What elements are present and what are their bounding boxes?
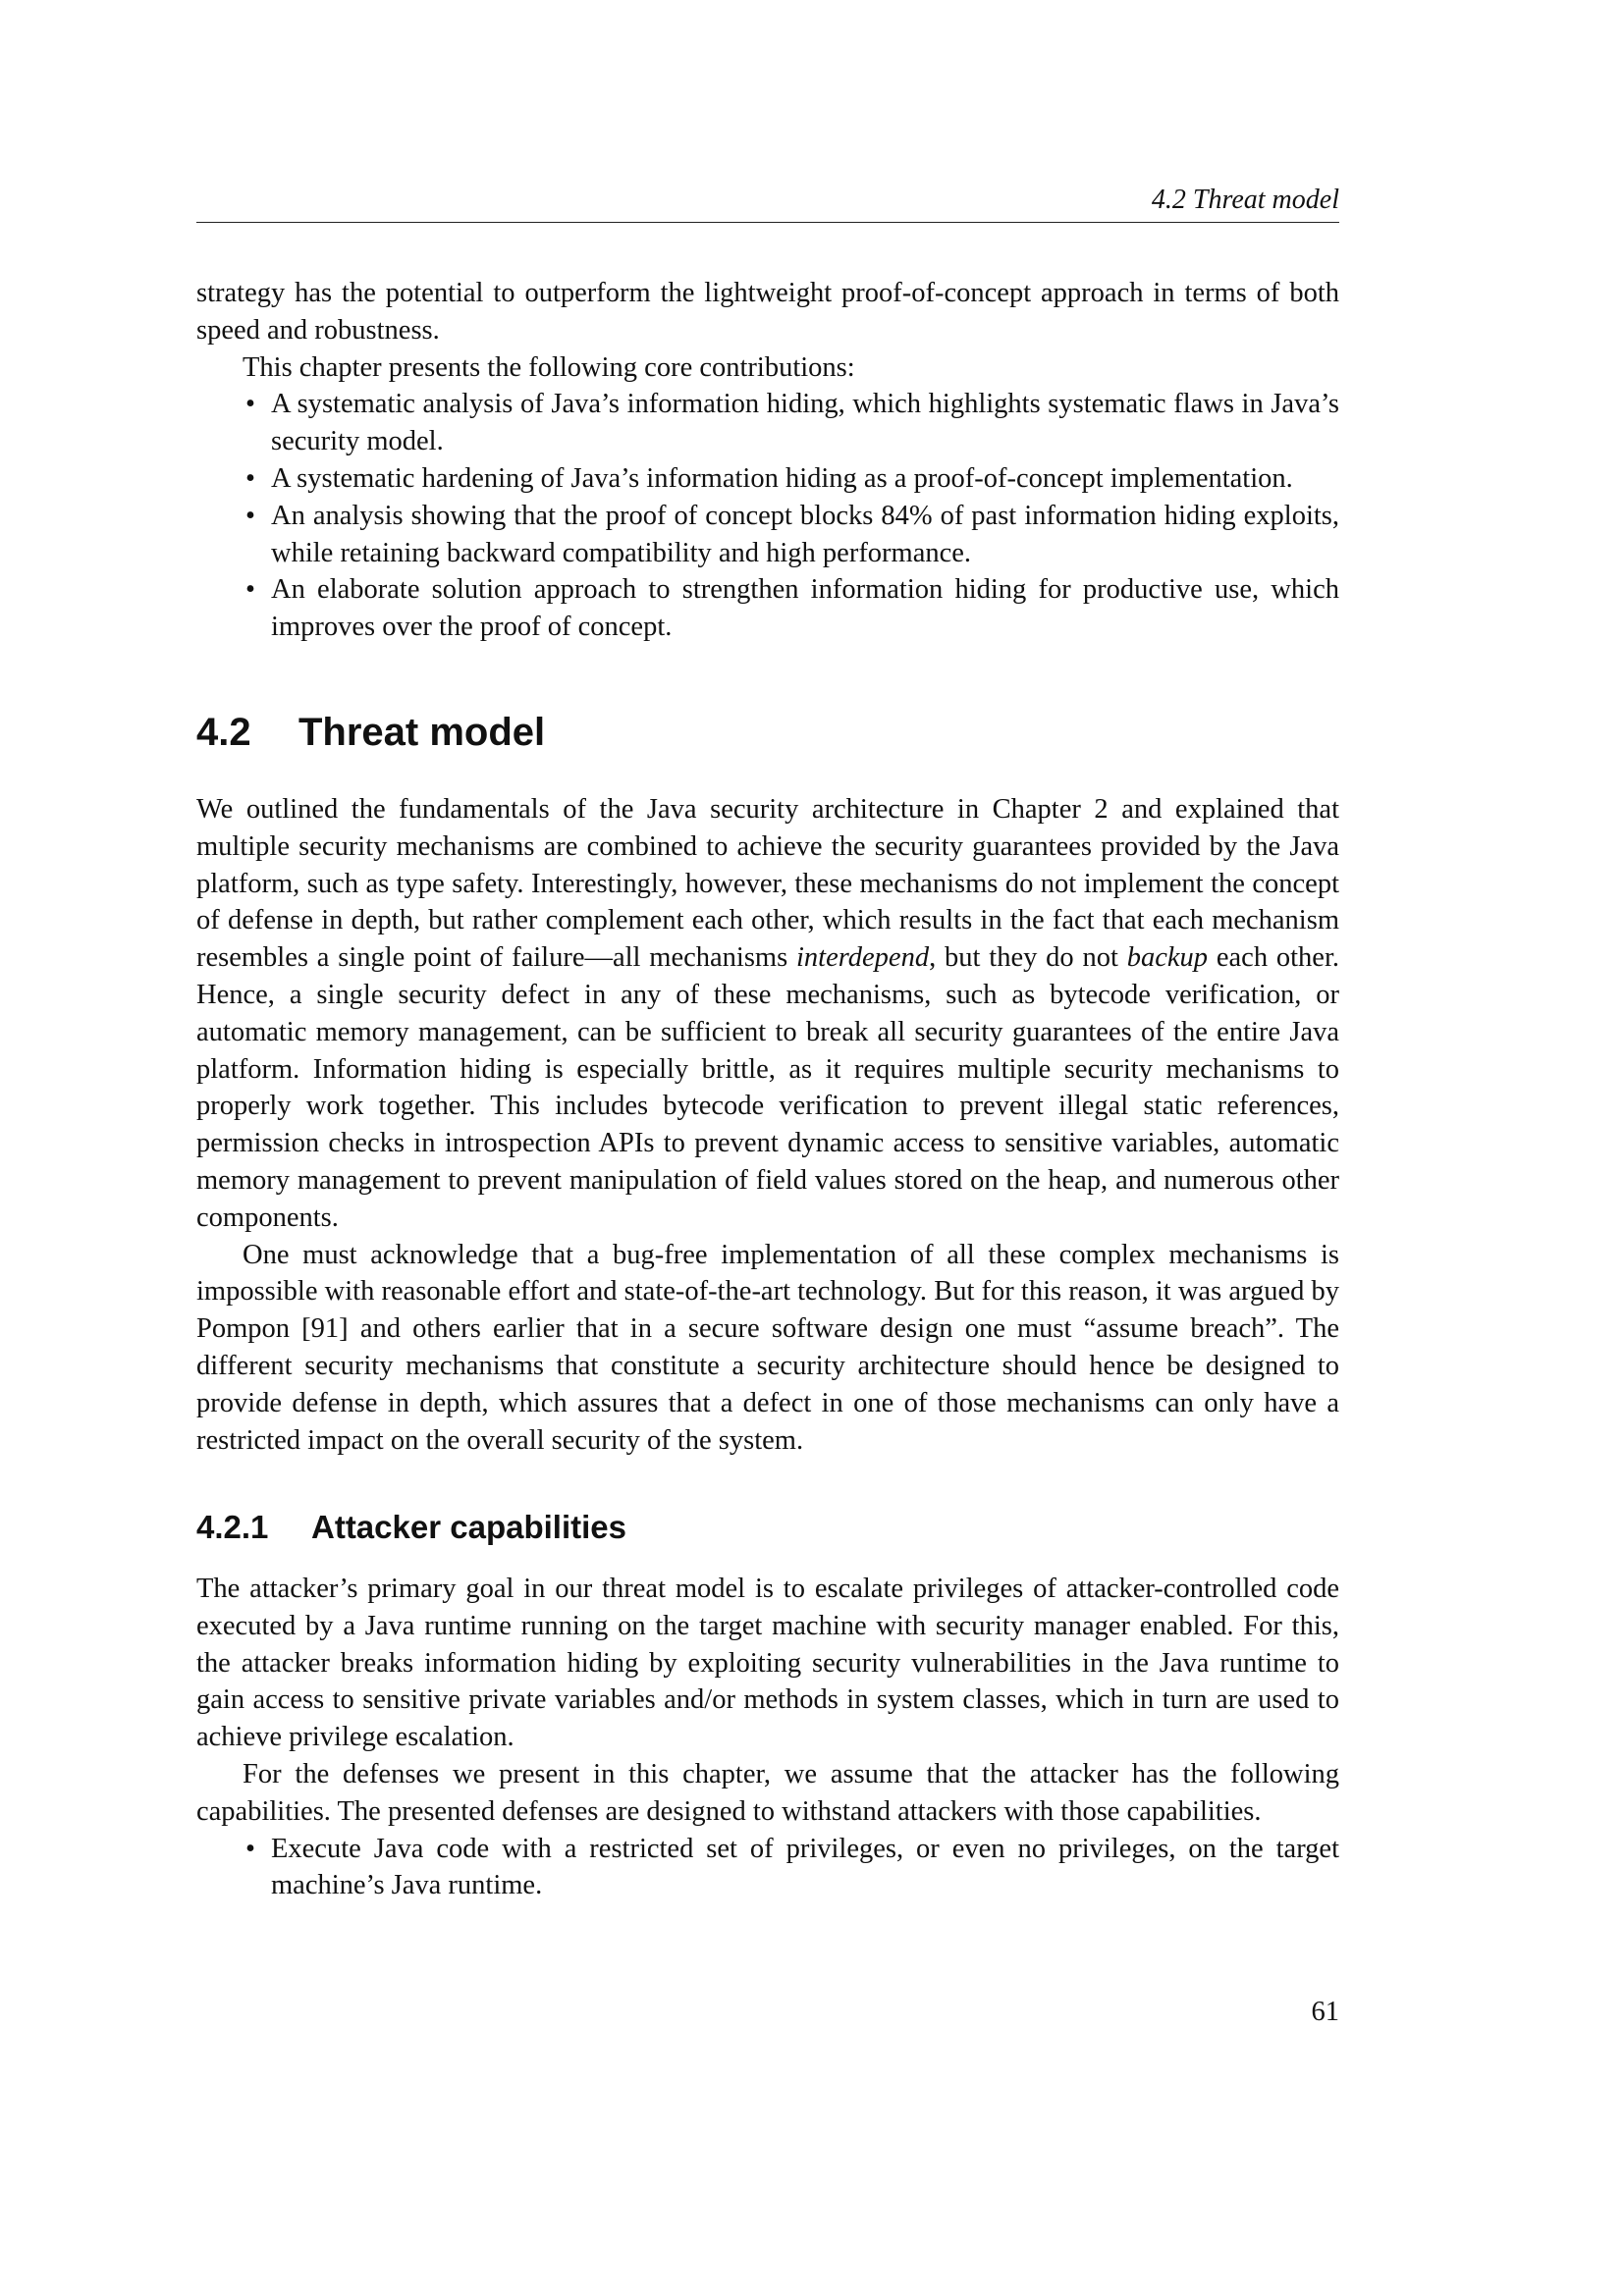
subsection-heading: [196, 1508, 626, 1547]
bullet-icon: •: [245, 462, 255, 494]
section-paragraph-2: One must acknowledge that a bug-free implementation of all these complex mechanisms is impossible with reasonable effort and state-of-the-art technology. But for this reason, it was argued by Pompon [91] and others earlier that in a secure software design one must “assume breach”. The different security mechanisms that constitute a security architecture should hence be designed to provide defense in depth, which assures that a defect in one of those mechanisms can only have a restricted impact on the overall security of the system.: [196, 1239, 1339, 1456]
bullet-icon: •: [245, 1833, 255, 1864]
document-page: [196, 0, 1339, 2296]
list-item: [196, 1831, 1339, 1905]
header-rule: [196, 222, 1339, 223]
section-heading: [196, 709, 545, 756]
paragraph-text: We outlined the fundamentals of the Java security architecture in Chapter 2 and explained that multiple security mechanisms are combined to achieve the security guarantees provided by the Java platform, such as type safety. Interestingly, however, these mechanisms do not implement the concept of defense in depth, but rather complement each other, which results in the fact that each mechanism resembles a single point of failure—all mechanisms: [196, 794, 1339, 974]
list-item-text: A systematic hardening of Java’s information hiding as a proof-of-concept implementation.: [271, 462, 1293, 494]
continuation-paragraph: strategy has the potential to outperform the lightweight proof-of-concept approach in terms of both speed and robustness.: [196, 278, 1339, 346]
subsection-paragraph-1: The attacker’s primary goal in our threat model is to escalate privileges of attacker-controlled code executed by a Java runtime running on the target machine with security manager enabled. For this, the attacker breaks information hiding by exploiting security vulnerabilities in the Java runtime to gain access to sensitive private variables and/or methods in system classes, which in turn are used to achieve privilege escalation.: [196, 1574, 1339, 1753]
subsection-paragraph-2: For the defenses we present in this chapter, we assume that the attacker has the following capabilities. The presented defenses are designed to withstand attackers with those capabilities.: [196, 1758, 1339, 1827]
section-number: 4.2: [196, 711, 251, 754]
capabilities-list: [196, 1831, 1339, 1905]
contributions-intro: This chapter presents the following core contributions:: [243, 351, 855, 383]
paragraph-text: , but they do not: [929, 942, 1127, 974]
list-item-text: An analysis showing that the proof of concept blocks 84% of past information hiding exploits, while retaining backward compatibility and high performance.: [271, 500, 1339, 568]
contributions-list: [196, 386, 1339, 646]
bullet-icon: •: [245, 500, 255, 531]
list-item-text: A systematic analysis of Java’s information hiding, which highlights systematic flaws in Java’s security model.: [271, 389, 1339, 457]
list-item-text: Execute Java code with a restricted set of privileges, or even no privileges, on the target machine’s Java runtime.: [271, 1833, 1339, 1901]
page-number: 61: [1311, 1997, 1339, 2027]
subsection-number: 4.2.1: [196, 1509, 269, 1545]
subsection-body: [196, 1571, 1339, 1904]
bullet-icon: •: [245, 389, 255, 420]
section-paragraph-1: [196, 791, 1339, 1237]
intro-block: [196, 275, 1339, 646]
bullet-icon: •: [245, 574, 255, 606]
section-title: Threat model: [298, 711, 546, 754]
list-item: [196, 460, 1339, 498]
section-body: [196, 791, 1339, 1459]
list-item-text: An elaborate solution approach to strengthen information hiding for productive use, which improves over the proof of concept.: [271, 574, 1339, 643]
paragraph-text: each other. Hence, a single security defect in any of these mechanisms, such as bytecode verification, or automatic memory management, can be sufficient to break all security guarantees of the entire Java platform. Information hiding is especially brittle, as it requires multiple security mechanisms to properly work together. This includes bytecode verification to prevent illegal static references, permission checks in introspection APIs to prevent dynamic access to sensitive variables, automatic memory management to prevent manipulation of field values stored on the heap, and numerous other components.: [196, 942, 1339, 1233]
list-item: [196, 386, 1339, 460]
emphasis-text: backup: [1126, 942, 1209, 974]
emphasis-text: interdepend: [796, 942, 930, 974]
list-item: [196, 571, 1339, 646]
subsection-title: Attacker capabilities: [311, 1509, 626, 1545]
list-item: [196, 498, 1339, 572]
running-header: 4.2 Threat model: [1151, 185, 1339, 215]
